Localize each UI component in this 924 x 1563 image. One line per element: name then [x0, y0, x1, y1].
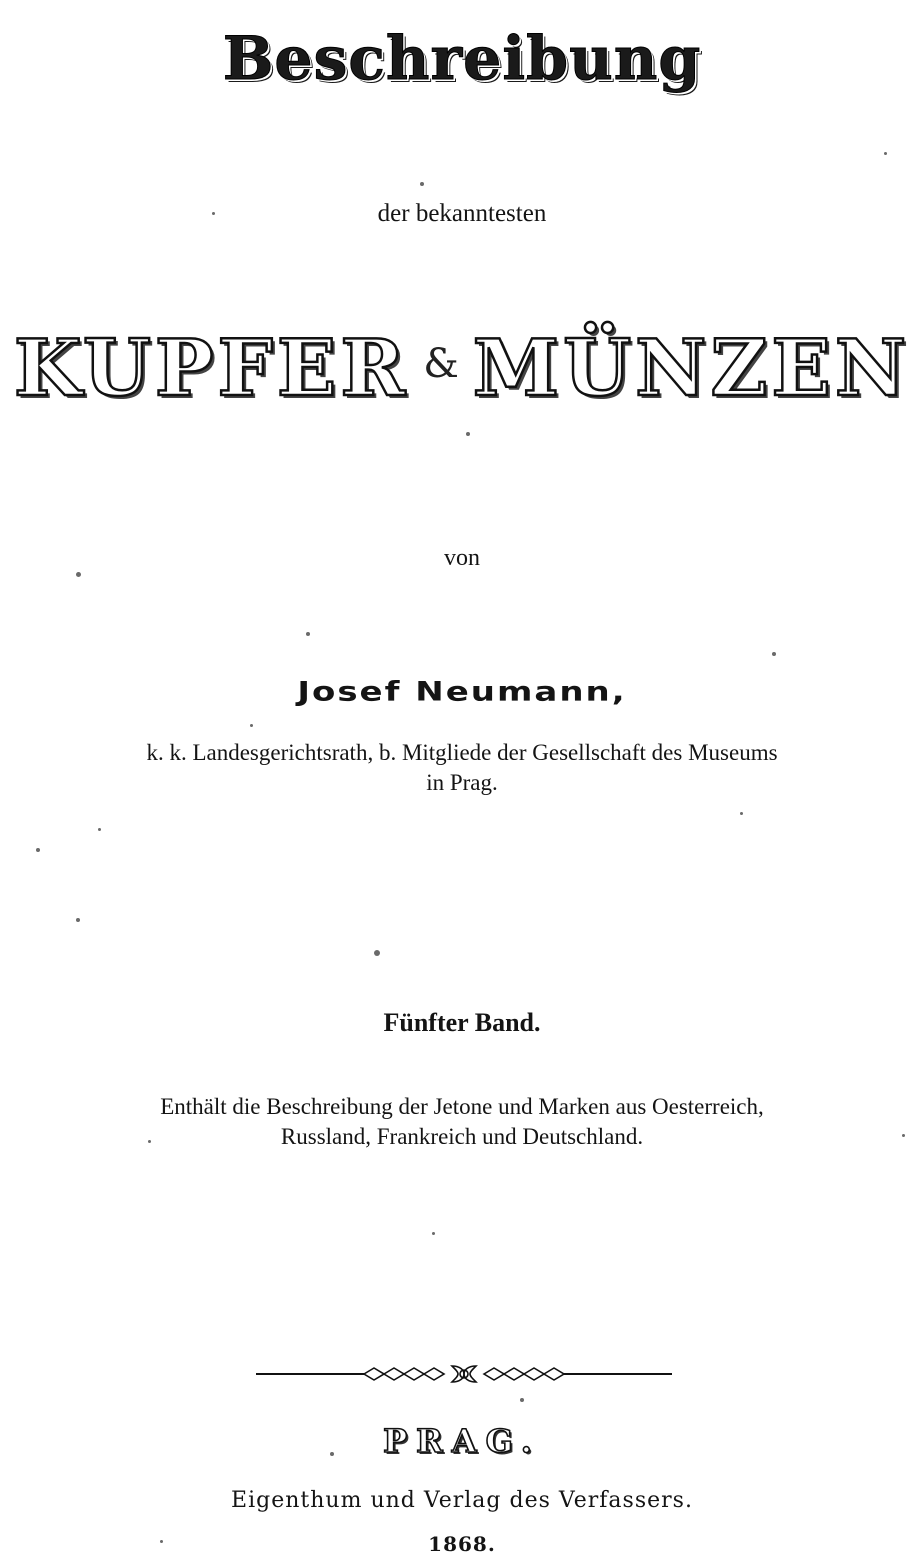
- scan-speck: [98, 828, 101, 831]
- scan-speck: [306, 632, 310, 636]
- scan-speck: [466, 432, 470, 436]
- scan-speck: [36, 848, 40, 852]
- publisher-line: Eigenthum und Verlag des Verfassers.: [231, 1488, 693, 1513]
- place-of-publication: PRAG.: [383, 1422, 541, 1460]
- author-affiliation-line-2: in Prag.: [426, 770, 498, 795]
- scan-speck: [772, 652, 776, 656]
- by-line: von: [444, 545, 480, 571]
- scan-speck: [420, 182, 424, 186]
- book-title: Beschreibung: [222, 24, 702, 94]
- scan-speck: [76, 918, 80, 922]
- scan-speck: [76, 572, 81, 577]
- main-title-word-kupfer: KUPFER: [13, 322, 410, 414]
- scan-speck: [250, 724, 253, 727]
- scan-speck: [740, 812, 743, 815]
- scan-speck: [148, 1140, 151, 1143]
- scan-speck: [432, 1232, 435, 1235]
- subtitle: der bekanntesten: [377, 200, 547, 227]
- scan-speck: [160, 1540, 163, 1543]
- author-affiliation-line-1: k. k. Landesgerichtsrath, b. Mitgliede der Gesellschaft des Museums: [146, 740, 778, 765]
- author-name: Josef Neumann,: [297, 676, 627, 708]
- scan-speck: [520, 1398, 524, 1402]
- main-title-word-muenzen: MÜNZEN: [472, 322, 911, 414]
- scan-speck: [902, 1134, 905, 1137]
- scan-speck: [884, 152, 887, 155]
- publication-year: 1868.: [428, 1532, 496, 1556]
- main-title: [0, 318, 924, 418]
- scan-speck: [374, 950, 380, 956]
- ornamental-rule: [256, 1362, 672, 1386]
- scan-speck: [330, 1452, 334, 1456]
- scan-speck: [212, 212, 215, 215]
- description-line-2: Russland, Frankreich und Deutschland.: [280, 1124, 644, 1149]
- volume-label: Fünfter Band.: [383, 1008, 541, 1037]
- main-title-ampersand: &: [423, 341, 459, 387]
- description-line-1: Enthält die Beschreibung der Jetone und Marken aus Oesterreich,: [160, 1094, 764, 1119]
